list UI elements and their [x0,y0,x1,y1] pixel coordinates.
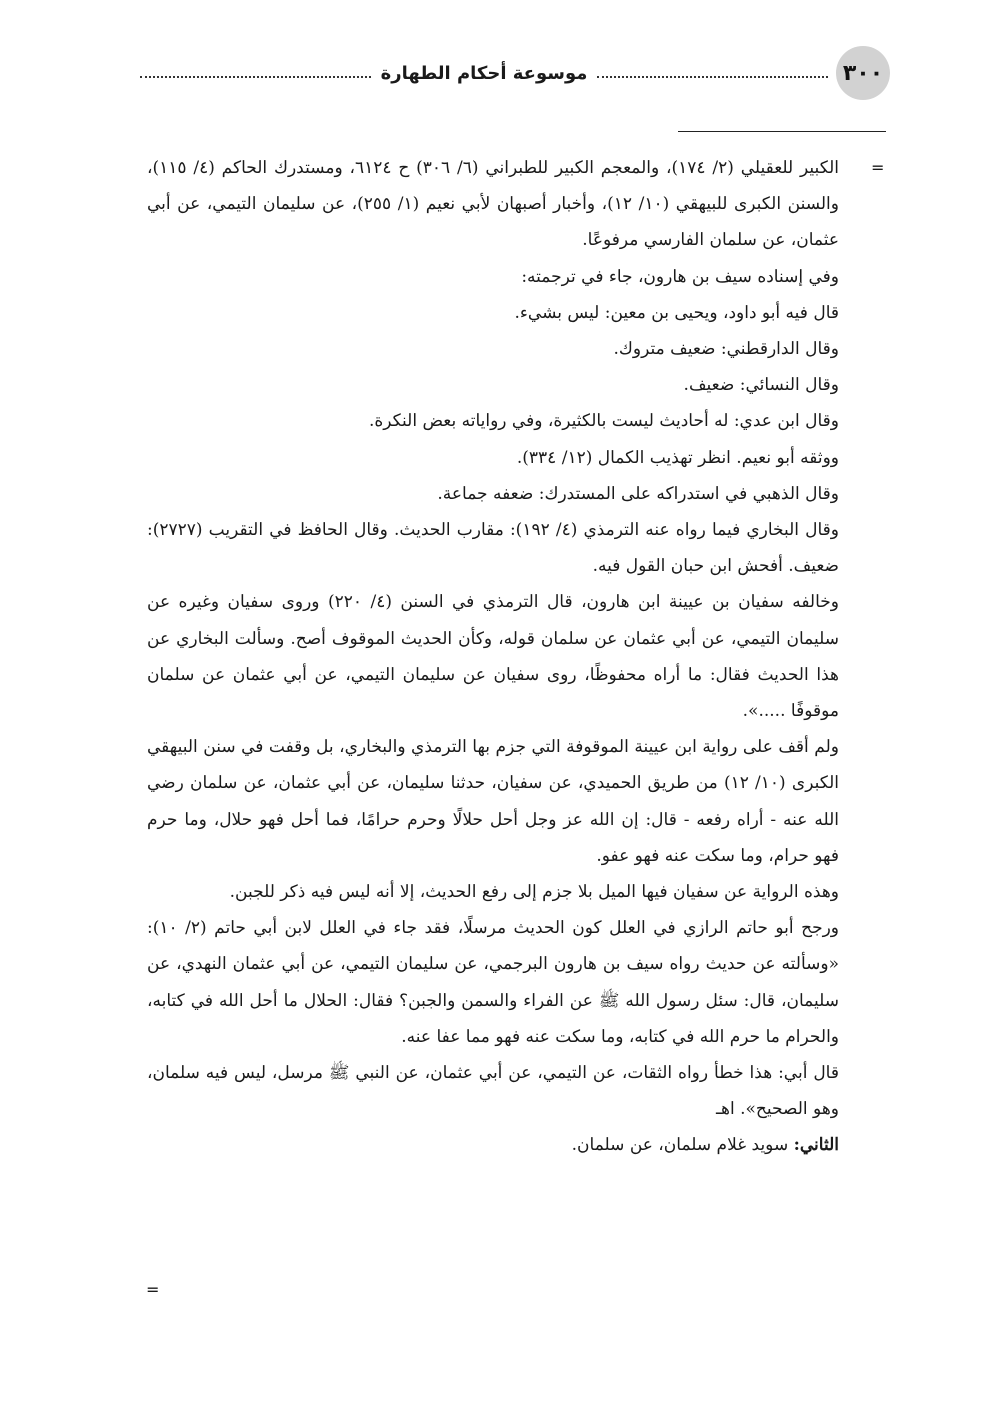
paragraph-second [147,1127,839,1163]
paragraph-daraqutni: وقال الدارقطني: ضعيف متروك. [613,339,839,360]
running-header [140,46,890,100]
paragraph-bukhari: وقال البخاري فيما رواه عنه الترمذي (٤/ ١٩٢): مقارب الحديث. وقال الحافظ في التقريب (٢٧٢٧): ضعيف. أفحش ابن حبان القول فيه. [147,520,840,577]
paragraph-abu-dawud: قال فيه أبو داود، ويحيى بن معين: ليس بشيء. [514,302,839,323]
paragraph-dhahabi: وقال الذهبي في استدراكه على المستدرك: ضعفه جماعة. [437,483,839,504]
continuation-marker-bottom: = [146,1280,160,1299]
paragraph-abi-quote: قال أبي: هذا خطأ رواه الثقات، عن التيمي، عن أبي عثمان، عن النبي ﷺ مرسل، ليس فيه سلمان، وهو الصحيح». اهـ [147,1063,839,1120]
footnote-separator [678,131,886,132]
header-dots-right [597,76,828,78]
second-label: الثاني: [793,1135,839,1156]
header-title-row [140,46,828,100]
second-text: سويد غلام سلمان، عن سلمان. [571,1135,794,1156]
page-number: ٣٠٠ [836,46,890,100]
paragraph-abu-hatim: ورجح أبو حاتم الرازي في العلل كون الحديث مرسلًا، فقد جاء في العلل لابن أبي حاتم (٢/ ١٠): «وسألته عن حديث رواه سيف بن هارون البرجمي، عن سليمان التيمي، عن أبي عثمان النهدي، عن سليمان، قال: سئل رسول الله ﷺ عن الفراء والسمن والجبن؟ فقال: الحلال ما أحل الله في كتابه، والحرام ما حرم الله في كتابه، وما سكت عنه فهو مما عفا عنه. [147,918,840,1047]
continuation-marker-top: = [871,158,885,177]
paragraph-ibn-uyaynah: وخالفه سفيان بن عيينة ابن هارون، قال الترمذي في السنن (٤/ ٢٢٠) وروى سفيان وغيره عن سليمان التيمي، عن أبي عثمان عن سلمان قوله، وكأن الحديث الموقوف أصح. وسألت البخاري عن هذا الحديث فقال: ما أراه محفوظًا، روى سفيان عن سليمان التيمي، عن أبي عثمان عن سلمان موقوفًا .....». [147,592,839,722]
paragraph-isnad: وفي إسناده سيف بن هارون، جاء في ترجمته: [521,266,839,287]
book-title: موسوعة أحكام الطهارة [380,62,588,84]
paragraph-bayhaqi: ولم أقف على رواية ابن عيينة الموقوفة التي جزم بها الترمذي والبخاري، بل وقفت في سنن البيهقي الكبرى (١٠/ ١٢) من طريق الحميدي، عن سفيان، حدثنا سليمان، عن أبي عثمان، عن سلمان رضي الله عنه - أراه رفعه - قال: إن الله عز وجل أحل حلالًا وحرم حرامًا، فما أحل فهو حلال، وما حرم فهو حرام، وما سكت عنه فهو عفو. [147,737,839,866]
paragraph-ibn-adi: وقال ابن عدي: له أحاديث ليست بالكثيرة، وفي رواياته بعض النكرة. [368,411,839,432]
paragraph-abu-nuaym: ووثقه أبو نعيم. انظر تهذيب الكمال (١٢/ ٣٣٤). [516,447,839,468]
paragraph-sufyan-narration: وهذه الرواية عن سفيان فيها الميل بلا جزم إلى رفع الحديث، إلا أنه ليس فيه ذكر للجبن. [229,882,839,903]
paragraph-nasai: وقال النسائي: ضعيف. [683,375,839,396]
header-dots-left [140,76,371,78]
paragraph-sources: الكبير للعقيلي (٢/ ١٧٤)، والمعجم الكبير للطبراني (٦/ ٣٠٦) ح ٦١٢٤، ومستدرك الحاكم (٤/ ١١٥)، والسنن الكبرى للبيهقي (١٠/ ١٢)، وأخبار أصبهان لأبي نعيم (١/ ٢٥٥)، عن سليمان التيمي، عن أبي عثمان، عن سلمان الفارسي مرفوعًا. [147,158,839,251]
footnote-body [147,150,839,1164]
